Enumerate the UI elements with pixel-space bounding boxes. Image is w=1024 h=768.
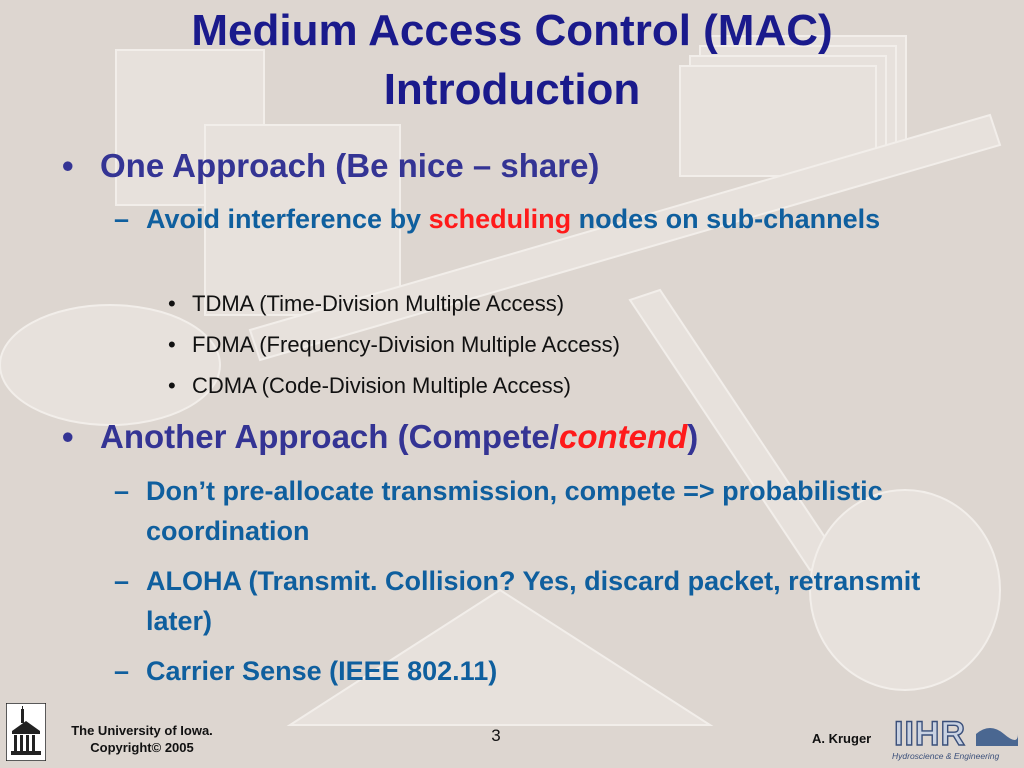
bullet-marker: • [168,332,176,357]
sub-bullet-text: Don’t pre-allocate transmission, compete => probabilistic coordination [146,476,883,546]
title-line-1: Medium Access Control (MAC) [191,6,833,55]
dash-marker: – [114,476,130,506]
sub-bullet-text: Carrier Sense (IEEE 802.11) [146,656,498,686]
iihr-logo [890,712,1018,764]
page-number: 3 [491,726,501,745]
footer-university [52,722,232,756]
university-name: The University of Iowa. [71,723,213,738]
bullet-marker: • [62,418,74,455]
wave-icon [976,728,1018,746]
list-item-cdma [168,372,571,400]
sub-bullet-text: ALOHA (Transmit. Collision? Yes, discard packet, retransmit later) [146,566,921,636]
dash-marker: – [114,204,130,234]
bullet-another-approach [62,418,699,456]
university-building-icon [6,703,46,761]
sub-bullet-text-start: Avoid interference by [146,204,429,234]
logo-text: IIHR [894,715,966,753]
title-line-2: Introduction [383,65,641,114]
bullet-one-approach [62,147,600,185]
list-item-text: FDMA (Frequency-Division Multiple Access) [192,332,620,357]
logo-subtitle: Hydroscience & Engineering [892,751,1000,761]
list-item-text: CDMA (Code-Division Multiple Access) [192,373,571,398]
list-item-fdma [168,331,620,359]
bullet-two-text-start: Another Approach (Compete/ [100,418,559,455]
dash-marker: – [114,656,130,686]
sub-bullet-aloha [114,561,966,641]
highlight-contend: contend [558,418,688,455]
copyright-text: Copyright© 2005 [90,740,194,755]
list-item-text: TDMA (Time-Division Multiple Access) [192,291,565,316]
sub-bullet-text-end: nodes on sub-channels [571,204,881,234]
sub-bullet-avoid-interference [114,199,966,239]
list-item-tdma [168,290,565,318]
sub-bullet-dont-preallocate [114,471,906,551]
highlight-scheduling: scheduling [428,204,572,234]
dash-marker: – [114,566,130,596]
bullet-marker: • [168,291,176,316]
bullet-marker: • [62,147,74,184]
bullet-marker: • [168,373,176,398]
sub-bullet-carrier-sense [114,651,966,691]
bullet-one-text: One Approach (Be nice – share) [100,147,600,184]
bullet-two-text-end: ) [687,418,699,455]
author-name: A. Kruger [812,731,872,746]
